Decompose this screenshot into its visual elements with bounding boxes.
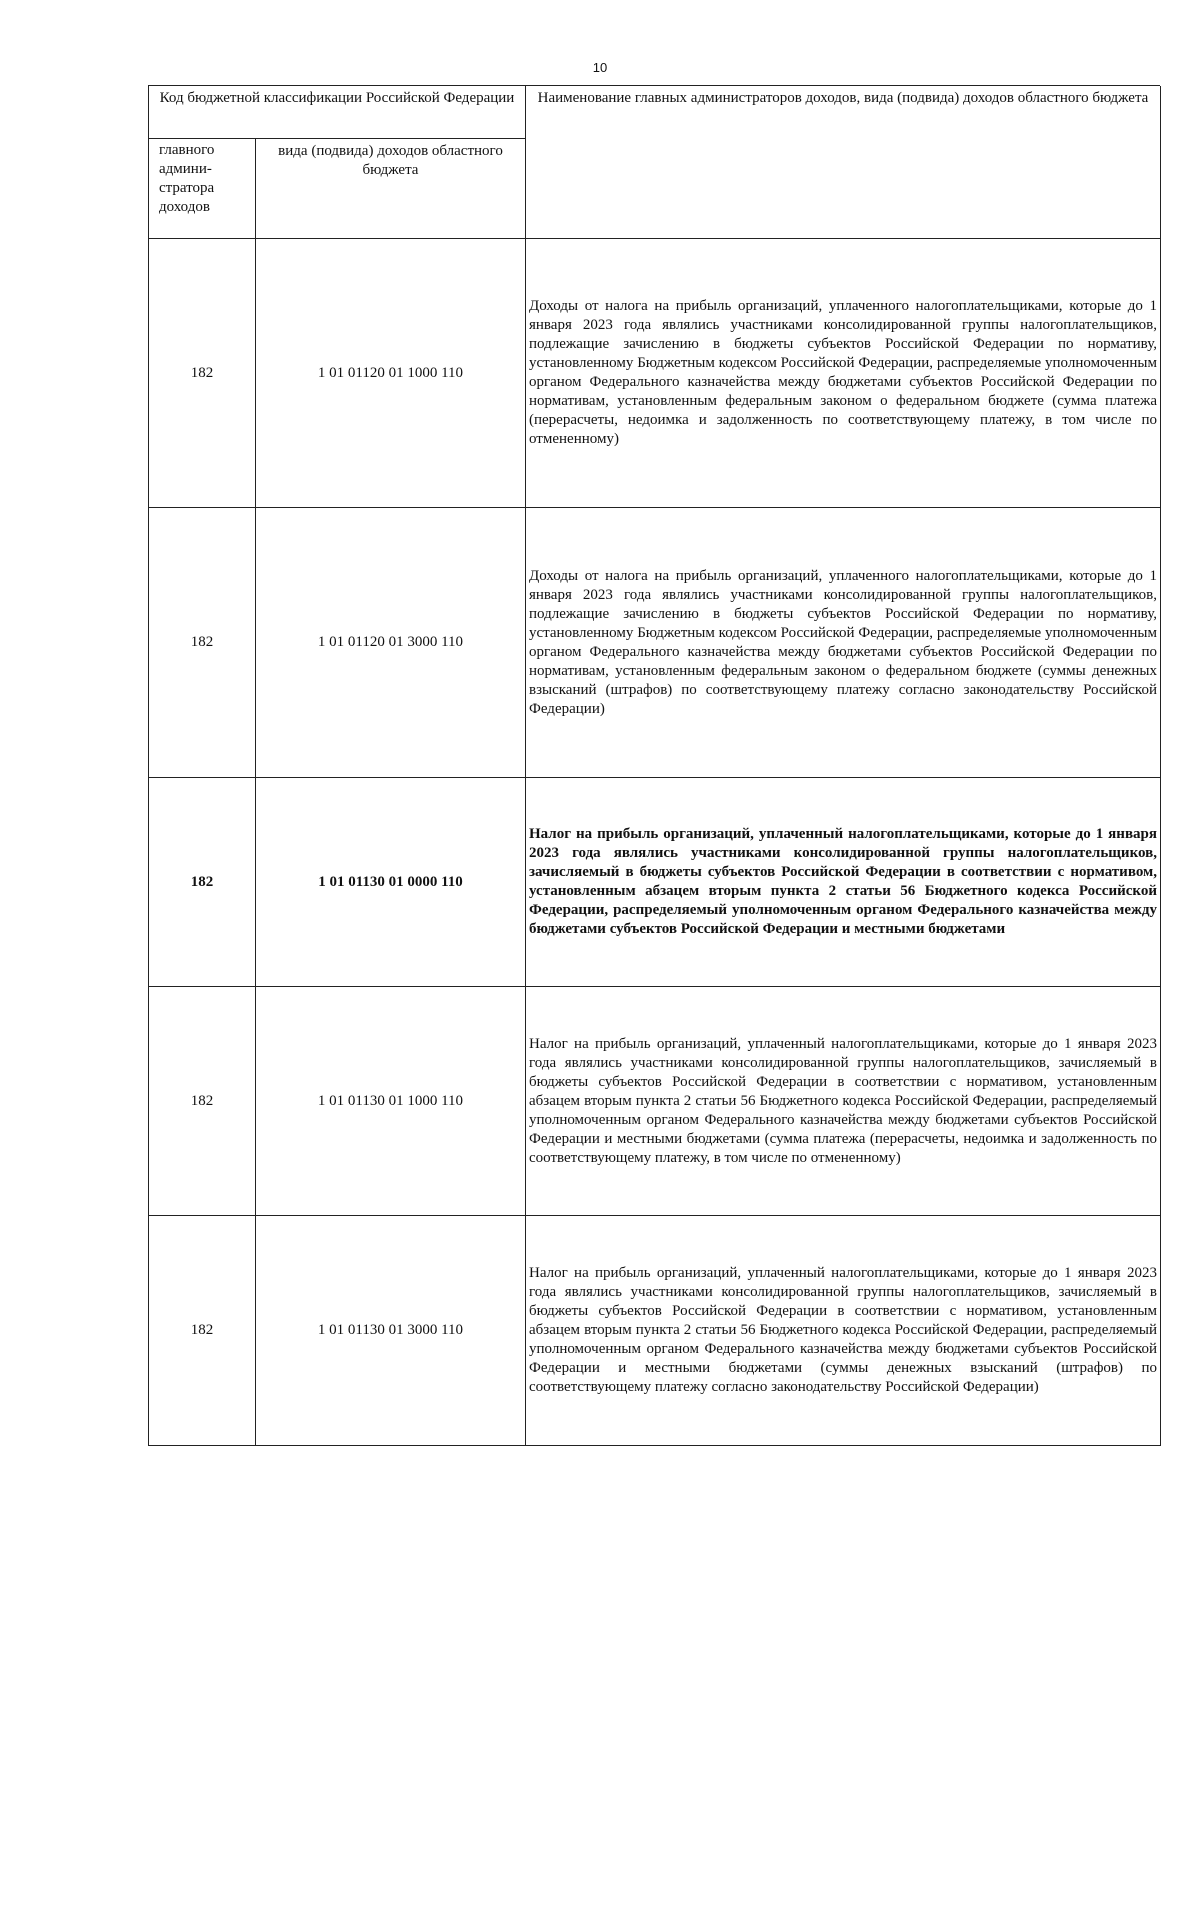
row-5-description: Налог на прибыль организаций, уплаченный налогоплательщиками, которые до 1 января 2023 года являлись участниками консолидированной группы налогоплательщиков, зачисляемый в бюджеты субъектов Российской Федерации в соответствии с нормативом, установленным абзацем вторым пункта 2 статьи 56 Бюджетного кодекса Российской Федерации, распределяемый уполномоченным органом Федерального казначейства между бюджетами субъектов Российской Федерации и местными бюджетами (суммы денежных взысканий (штрафов) по соответствующему платежу согласно законодательству Российской Федерации) [529, 1265, 1157, 1395]
row-4-description-cell [526, 987, 1161, 1216]
row-5-admin-code: 182 [149, 1216, 256, 1446]
row-3-income-code: 1 01 01130 01 0000 110 [256, 778, 526, 987]
row-4-description: Налог на прибыль организаций, уплаченный налогоплательщиками, которые до 1 января 2023 года являлись участниками консолидированной группы налогоплательщиков, зачисляемый в бюджеты субъектов Российской Федерации в соответствии с нормативом, установленным абзацем вторым пункта 2 статьи 56 Бюджетного кодекса Российской Федерации, распределяемый уполномоченным органом Федерального казначейства между бюджетами субъектов Российской Федерации и местными бюджетами (сумма платежа (перерасчеты, недоимка и задолженность по соответствующему платежу, в том числе по отмененному) [529, 1035, 1157, 1166]
row-4-admin-code: 182 [149, 987, 256, 1216]
row-3-description: Налог на прибыль организаций, уплаченный налогоплательщиками, которые до 1 января 2023 года являлись участниками консолидированной группы налогоплательщиков, зачисляемый в бюджеты субъектов Российской Федерации в соответствии с нормативом, установленным абзацем вторым пункта 2 статьи 56 Бюджетного кодекса Российской Федерации, распределяемый уполномоченным органом Федерального казначейства между бюджетами субъектов Российской Федерации и местными бюджетами [529, 826, 1157, 937]
row-1-description-cell [526, 239, 1161, 508]
row-5-description-cell [526, 1216, 1161, 1446]
header-names: Наименование главных администраторов доходов, вида (подвида) доходов областного бюджета [526, 86, 1161, 239]
row-2-admin-code: 182 [149, 508, 256, 778]
header-income-type-code: вида (подвида) доходов областного бюджета [256, 139, 526, 239]
row-1-description: Доходы от налога на прибыль организаций, уплаченного налогоплательщиками, которые до 1 января 2023 года являлись участниками консолидированной группы налогоплательщиков, подлежащие зачислению в бюджеты субъектов Российской Федерации по нормативу, установленному Бюджетным кодексом Российской Федерации, распределяемые уполномоченным органом Федерального казначейства между бюджетами субъектов Российской Федерации по нормативам, установленным федеральным законом о федеральном бюджете (сумма платежа (перерасчеты, недоимка и задолженность по соответствующему платежу, в том числе по отмененному) [529, 298, 1157, 447]
row-4-income-code: 1 01 01130 01 1000 110 [256, 987, 526, 1216]
row-3-admin-code: 182 [149, 778, 256, 987]
row-2-description: Доходы от налога на прибыль организаций, уплаченного налогоплательщиками, которые до 1 января 2023 года являлись участниками консолидированной группы налогоплательщиков, подлежащие зачислению в бюджеты субъектов Российской Федерации по нормативу, установленному Бюджетным кодексом Российской Федерации, распределяемые уполномоченным органом Федерального казначейства между бюджетами субъектов Российской Федерации по нормативам, установленным федеральным законом о федеральном бюджете (суммы денежных взысканий (штрафов) по соответствующему платежу согласно законодательству Российской Федерации) [529, 567, 1157, 717]
header-classification-code: Код бюджетной классификации Российской Федерации [149, 86, 526, 139]
row-1-admin-code: 182 [149, 239, 256, 508]
row-1-income-code: 1 01 01120 01 1000 110 [256, 239, 526, 508]
page-number: 10 [592, 60, 608, 75]
row-3-description-cell [526, 778, 1161, 987]
budget-classification-table [148, 85, 1160, 1446]
row-5-income-code: 1 01 01130 01 3000 110 [256, 1216, 526, 1446]
row-2-description-cell [526, 508, 1161, 778]
header-admin-code: главного админи-стратора доходов [149, 139, 256, 239]
row-2-income-code: 1 01 01120 01 3000 110 [256, 508, 526, 778]
